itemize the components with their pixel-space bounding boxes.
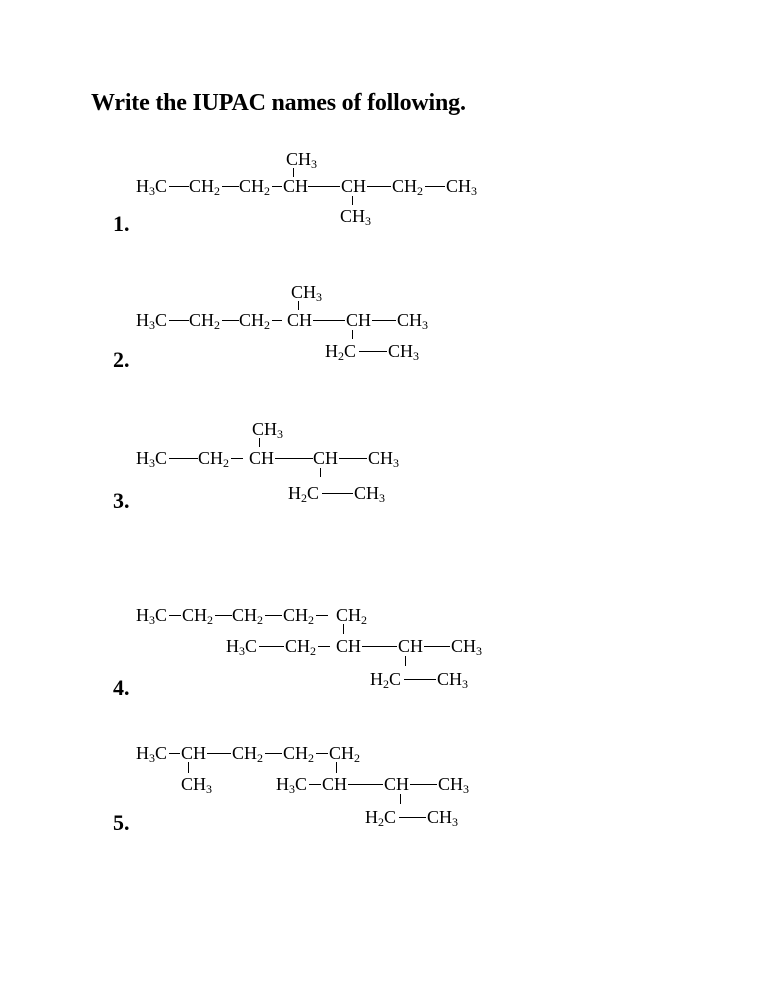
group-ch2: $CH_2$ bbox=[239, 176, 271, 198]
group-ch2: $CH_2$ bbox=[232, 743, 264, 765]
ethyl-ch2: $H_2C$ bbox=[325, 341, 357, 363]
bond bbox=[169, 320, 189, 321]
bond bbox=[265, 615, 282, 616]
bond bbox=[169, 458, 198, 459]
bond bbox=[298, 301, 299, 310]
bond bbox=[309, 784, 321, 785]
ethyl-ch2: $H_2C$ bbox=[288, 483, 320, 505]
bond bbox=[222, 186, 239, 187]
group-ch: CH bbox=[287, 310, 313, 330]
group-ch: CH bbox=[249, 448, 275, 468]
bond bbox=[367, 186, 391, 187]
group-ch3: $CH_3$ bbox=[451, 636, 483, 658]
bond bbox=[405, 656, 406, 666]
group-ch2: $CH_2$ bbox=[232, 605, 264, 627]
bond bbox=[322, 493, 353, 494]
group-ch3: $CH_3$ bbox=[446, 176, 478, 198]
group-ch: CH bbox=[322, 774, 348, 794]
methyl-group: $CH_3$ bbox=[286, 149, 318, 171]
group-ch: CH bbox=[181, 743, 207, 763]
group-ch2: $CH_2$ bbox=[283, 743, 315, 765]
bond bbox=[308, 186, 340, 187]
group-ch2: $CH_2$ bbox=[239, 310, 271, 332]
bond bbox=[352, 196, 353, 205]
worksheet-title: Write the IUPAC names of following. bbox=[91, 90, 466, 116]
bond bbox=[231, 458, 243, 459]
methyl-group: $CH_3$ bbox=[291, 282, 323, 304]
group-ch3: $CH_3$ bbox=[438, 774, 470, 796]
group-ch2: $CH_2$ bbox=[189, 310, 221, 332]
bond bbox=[404, 679, 436, 680]
group-h3c: $H_3C$ bbox=[136, 605, 168, 627]
methyl-group: $CH_3$ bbox=[181, 774, 213, 796]
bond bbox=[222, 320, 239, 321]
problem-number: 5. bbox=[113, 810, 130, 835]
ethyl-ch2: $H_2C$ bbox=[370, 669, 402, 691]
bond bbox=[372, 320, 396, 321]
bond bbox=[318, 646, 330, 647]
group-ch2: $CH_2$ bbox=[182, 605, 214, 627]
bond bbox=[272, 186, 282, 187]
group-ch3: $CH_3$ bbox=[368, 448, 400, 470]
problem-number: 4. bbox=[113, 675, 130, 700]
group-h3c: $H_3C$ bbox=[136, 310, 168, 332]
group-ch: CH bbox=[313, 448, 339, 468]
bond bbox=[259, 646, 284, 647]
group-ch: CH bbox=[283, 176, 309, 196]
bond bbox=[313, 320, 345, 321]
bond bbox=[352, 330, 353, 339]
bond bbox=[188, 762, 189, 773]
group-h3c: $H_3C$ bbox=[226, 636, 258, 658]
bond bbox=[169, 753, 180, 754]
bond bbox=[424, 646, 450, 647]
bond bbox=[272, 320, 282, 321]
group-ch2: $CH_2$ bbox=[336, 605, 368, 627]
group-ch3: $CH_3$ bbox=[397, 310, 429, 332]
bond bbox=[399, 817, 426, 818]
ethyl-ch3: $CH_3$ bbox=[437, 669, 469, 691]
ethyl-ch3: $CH_3$ bbox=[354, 483, 386, 505]
bond bbox=[359, 351, 387, 352]
group-ch: CH bbox=[398, 636, 424, 656]
bond bbox=[343, 624, 344, 634]
bond bbox=[400, 794, 401, 804]
group-h3c: $H_3C$ bbox=[276, 774, 308, 796]
bond bbox=[339, 458, 367, 459]
bond bbox=[275, 458, 313, 459]
bond bbox=[362, 646, 397, 647]
bond bbox=[316, 753, 328, 754]
problem-number: 2. bbox=[113, 347, 130, 372]
ethyl-ch3: $CH_3$ bbox=[427, 807, 459, 829]
group-ch: CH bbox=[341, 176, 367, 196]
bond bbox=[207, 753, 231, 754]
problem-number: 1. bbox=[113, 211, 130, 236]
bond bbox=[336, 762, 337, 773]
bond bbox=[316, 615, 328, 616]
bond bbox=[265, 753, 282, 754]
bond bbox=[320, 468, 321, 477]
group-ch: CH bbox=[346, 310, 372, 330]
group-ch2: $CH_2$ bbox=[283, 605, 315, 627]
ethyl-ch2: $H_2C$ bbox=[365, 807, 397, 829]
methyl-group: $CH_3$ bbox=[340, 206, 372, 228]
group-h3c: $H_3C$ bbox=[136, 448, 168, 470]
group-ch2: $CH_2$ bbox=[285, 636, 317, 658]
methyl-group: $CH_3$ bbox=[252, 419, 284, 441]
group-h3c: $H_3C$ bbox=[136, 176, 168, 198]
bond bbox=[169, 615, 181, 616]
ethyl-ch3: $CH_3$ bbox=[388, 341, 420, 363]
bond bbox=[215, 615, 232, 616]
bond bbox=[410, 784, 437, 785]
group-ch2: $CH_2$ bbox=[198, 448, 230, 470]
group-ch2: $CH_2$ bbox=[189, 176, 221, 198]
bond bbox=[259, 438, 260, 447]
group-ch: CH bbox=[384, 774, 410, 794]
group-ch2: $CH_2$ bbox=[329, 743, 361, 765]
bond bbox=[425, 186, 445, 187]
group-h3c: $H_3C$ bbox=[136, 743, 168, 765]
bond bbox=[169, 186, 189, 187]
group-ch2: $CH_2$ bbox=[392, 176, 424, 198]
problem-number: 3. bbox=[113, 488, 130, 513]
group-ch: CH bbox=[336, 636, 362, 656]
bond bbox=[348, 784, 383, 785]
